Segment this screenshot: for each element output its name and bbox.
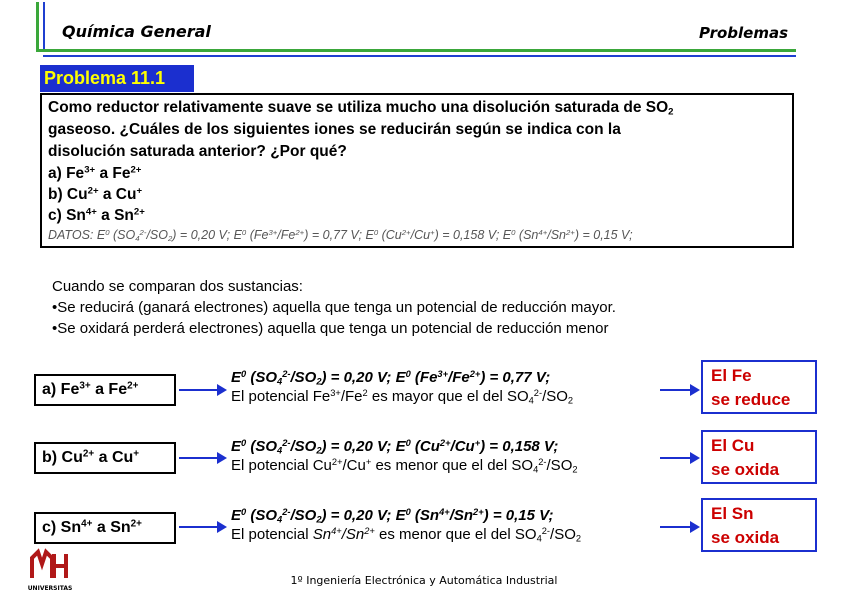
problem-option-c: c) $Sn^{4+}$ a $Sn^{2+}$ bbox=[48, 206, 145, 224]
problem-number-tag: Problema 11.1 bbox=[40, 65, 194, 92]
problem-option-b: b) $Cu^{2+}$ a Cu+ bbox=[48, 185, 143, 203]
header-section-title: Problemas bbox=[699, 24, 788, 42]
footer-course-name: 1º Ingeniería Electrónica y Automática Industrial bbox=[290, 574, 558, 587]
arrow-right-icon bbox=[179, 526, 225, 528]
header-course-title: Química General bbox=[62, 22, 211, 41]
problem-statement-line-1: Como reductor relativamente suave se utiliza mucho una disolución saturada de $SO_2$ bbox=[48, 99, 674, 118]
answer-row-b bbox=[0, 430, 848, 490]
result-box-c bbox=[701, 498, 817, 552]
answer-option-box-c: c) $Sn^{4+}$ a $Sn^{2+}$ bbox=[34, 512, 176, 544]
problem-option-a: a) $Fe^{3+}$ a $Fe^{2+}$ bbox=[48, 164, 142, 182]
arrow-right-icon bbox=[179, 457, 225, 459]
potential-comparison-line: El potencial $Sn^{4+}/Sn^{2+}$ es menor que el del $SO_4^{2-}/SO_2$ bbox=[231, 525, 582, 544]
result-line-2: se oxida bbox=[711, 528, 780, 547]
potential-values-line: $E^0$ $(SO_4^{2-}/SO_2) = 0,20$ V; $E^0$ $(Sn^{4+}/Sn^{2+}) = 0,15$ V; bbox=[231, 506, 554, 525]
header-green-vertical-line bbox=[36, 2, 39, 52]
logo-text: UNIVERSITAS bbox=[28, 585, 72, 592]
header-blue-vertical-line bbox=[43, 2, 45, 52]
potential-values-line: $E^0$ $(SO_4^{2-}/SO_2) = 0,20$ V; $E^0$ $(Fe^{3+}/Fe^{2+}) = 0,77$ V; bbox=[231, 368, 551, 387]
answer-option-box-b: b) $Cu^{2+}$ a Cu+ bbox=[34, 442, 176, 474]
problem-statement-line-3: disolución saturada anterior? ¿Por qué? bbox=[48, 143, 347, 160]
explanation-reduction-rule: •Se reducirá (ganará electrones) aquella que tenga un potencial de reducción mayor. bbox=[52, 299, 616, 316]
arrow-right-icon bbox=[660, 389, 698, 391]
arrow-right-icon bbox=[179, 389, 225, 391]
problem-data-line: DATOS: $E^0$ $(SO_4^{2-}/SO_2) = 0,20$ V; $E^0$ $(Fe^{3+}/Fe^{2+}) = 0,77$ V; $E^0$ $(Cu^{2+}/Cu^+) = 0,158$ V; $E^0$ $(Sn^{4+}/Sn^{2+}) = 0,15$ V; bbox=[48, 227, 633, 243]
answer-reasoning-b bbox=[231, 437, 578, 475]
explanation-block bbox=[52, 276, 616, 339]
result-line-1: El Fe bbox=[711, 366, 752, 385]
answer-row-a bbox=[0, 360, 848, 420]
potential-comparison-line: El potencial $Cu^{2+}/Cu^+$ es menor que el del $SO_4^{2-}/SO_2$ bbox=[231, 456, 578, 475]
arrow-right-icon bbox=[660, 457, 698, 459]
problem-statement-line-2: gaseoso. ¿Cuáles de los siguientes iones se reducirán según se indica con la bbox=[48, 121, 621, 138]
explanation-oxidation-rule: •Se oxidará perderá electrones) aquella que tenga un potencial de reducción menor bbox=[52, 320, 609, 337]
header-blue-rule bbox=[43, 55, 796, 57]
result-box-a bbox=[701, 360, 817, 414]
problem-statement-box bbox=[40, 93, 794, 248]
arrow-right-icon bbox=[660, 526, 698, 528]
potential-comparison-line: El potencial $Fe^{3+}/Fe^2$ es mayor que el del $SO_4^{2-}/SO_2$ bbox=[231, 387, 574, 406]
result-line-1: El Sn bbox=[711, 504, 754, 523]
explanation-intro: Cuando se comparan dos sustancias: bbox=[52, 278, 303, 295]
answer-reasoning-c bbox=[231, 506, 581, 544]
answer-option-box-a: a) $Fe^{3+}$ a $Fe^{2+}$ bbox=[34, 374, 176, 406]
result-line-2: se reduce bbox=[711, 390, 791, 409]
result-line-1: El Cu bbox=[711, 436, 755, 455]
result-box-b bbox=[701, 430, 817, 484]
potential-values-line: $E^0$ $(SO_4^{2-}/SO_2) = 0,20$ V; $E^0$ $(Cu^{2+}/Cu^+) = 0,158$ V; bbox=[231, 437, 559, 456]
answer-reasoning-a bbox=[231, 368, 573, 406]
answer-row-c bbox=[0, 498, 848, 558]
header-green-rule bbox=[36, 49, 796, 52]
university-logo-icon bbox=[28, 548, 72, 596]
result-line-2: se oxida bbox=[711, 460, 780, 479]
